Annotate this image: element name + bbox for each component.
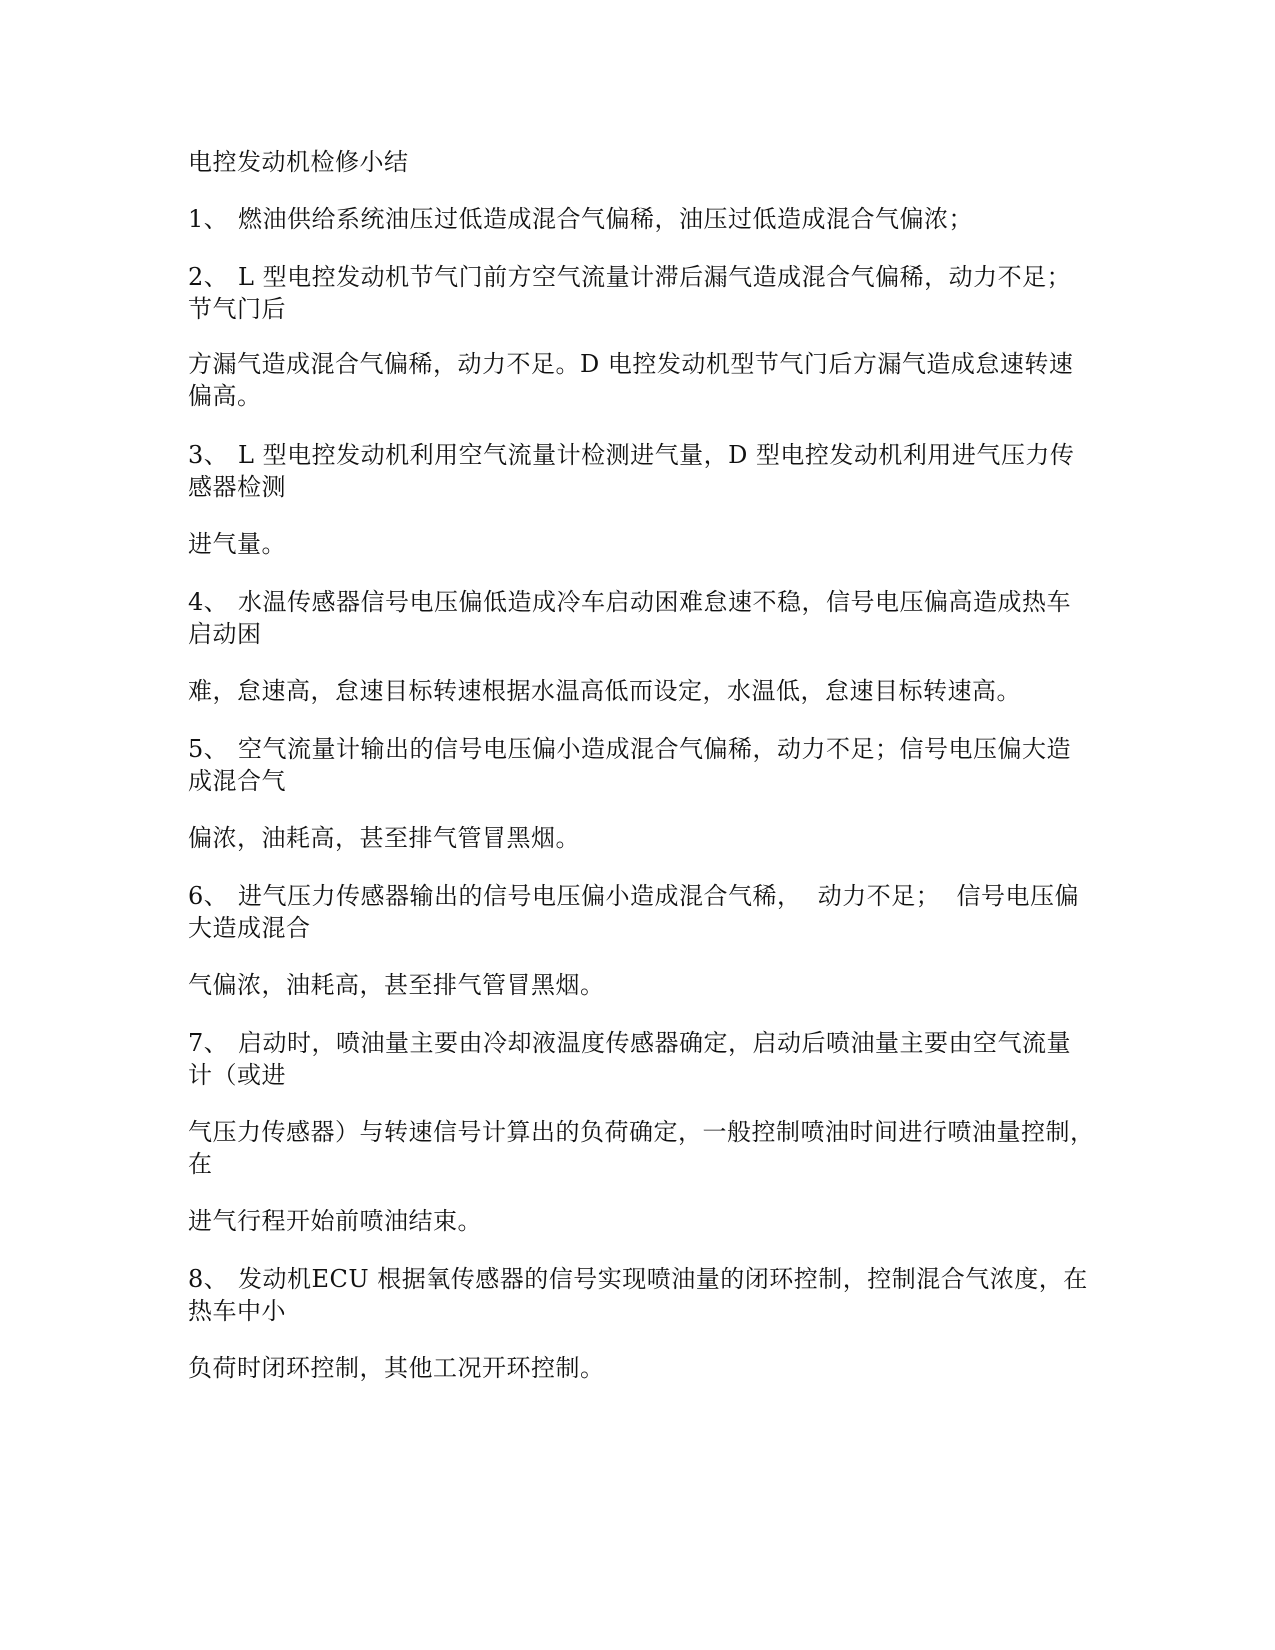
paragraph-line: 负荷时闭环控制，其他工况开环控制。 (188, 1354, 605, 1382)
item-number: 3、 (188, 441, 229, 469)
item-number: 4、 (188, 588, 229, 616)
paragraph-line: 节气门后 (188, 295, 286, 323)
paragraph-line (188, 439, 1108, 471)
paragraph-line: 启动困 (188, 620, 262, 648)
paragraph-line: 偏高。 (188, 382, 262, 410)
item-number: 6、 (188, 882, 229, 910)
paragraph-text: 发动机ECU 根据氧传感器的信号实现喷油量的闭环控制，控制混合气浓度，在 (238, 1265, 1088, 1293)
paragraph-text: 燃油供给系统油压过低造成混合气偏稀，油压过低造成混合气偏浓； (238, 205, 973, 233)
paragraph-text: 进气压力传感器输出的信号电压偏小造成混合气稀， 动力不足； 信号电压偏 (238, 882, 1080, 910)
paragraph-line: 感器检测 (188, 473, 286, 501)
paragraph-line: 在 (188, 1150, 213, 1178)
paragraph-line (188, 586, 1108, 618)
item-number: 8、 (188, 1265, 229, 1293)
item-number: 7、 (188, 1029, 229, 1057)
paragraph-line: 进气行程开始前喷油结束。 (188, 1207, 482, 1235)
paragraph-text: L 型电控发动机节气门前方空气流量计滞后漏气造成混合气偏稀，动力不足； (238, 263, 1072, 291)
item-number: 5、 (188, 735, 229, 763)
paragraph-line (188, 1027, 1108, 1059)
paragraph-line (188, 880, 1108, 912)
paragraph-text: 启动时，喷油量主要由冷却液温度传感器确定，启动后喷油量主要由空气流量 (238, 1029, 1071, 1057)
paragraph-line: 气压力传感器）与转速信号计算出的负荷确定，一般控制喷油时间进行喷油量控制， (188, 1118, 1095, 1146)
paragraph-line: 方漏气造成混合气偏稀，动力不足。D 电控发动机型节气门后方漏气造成怠速转速 (188, 350, 1074, 378)
paragraph-line: 难，怠速高，怠速目标转速根据水温高低而设定，水温低，怠速目标转速高。 (188, 677, 1021, 705)
paragraph-line (188, 203, 1108, 235)
paragraph-line (188, 733, 1108, 765)
paragraph-line: 成混合气 (188, 767, 286, 795)
paragraph-line: 计（或进 (188, 1061, 286, 1089)
document-title: 电控发动机检修小结 (188, 148, 409, 176)
paragraph-line: 偏浓，油耗高，甚至排气管冒黑烟。 (188, 824, 580, 852)
paragraph-line: 热车中小 (188, 1297, 286, 1325)
item-number: 2、 (188, 263, 229, 291)
paragraph-line (188, 261, 1108, 293)
paragraph-line: 大造成混合 (188, 914, 311, 942)
paragraph-line: 气偏浓，油耗高，甚至排气管冒黑烟。 (188, 971, 605, 999)
item-number: 1、 (188, 205, 229, 233)
paragraph-text: L 型电控发动机利用空气流量计检测进气量，D 型电控发动机利用进气压力传 (238, 441, 1075, 469)
paragraph-text: 水温传感器信号电压偏低造成冷车启动困难怠速不稳，信号电压偏高造成热车 (238, 588, 1071, 616)
paragraph-line (188, 1263, 1108, 1295)
paragraph-line: 进气量。 (188, 530, 286, 558)
paragraph-text: 空气流量计输出的信号电压偏小造成混合气偏稀，动力不足；信号电压偏大造 (238, 735, 1071, 763)
